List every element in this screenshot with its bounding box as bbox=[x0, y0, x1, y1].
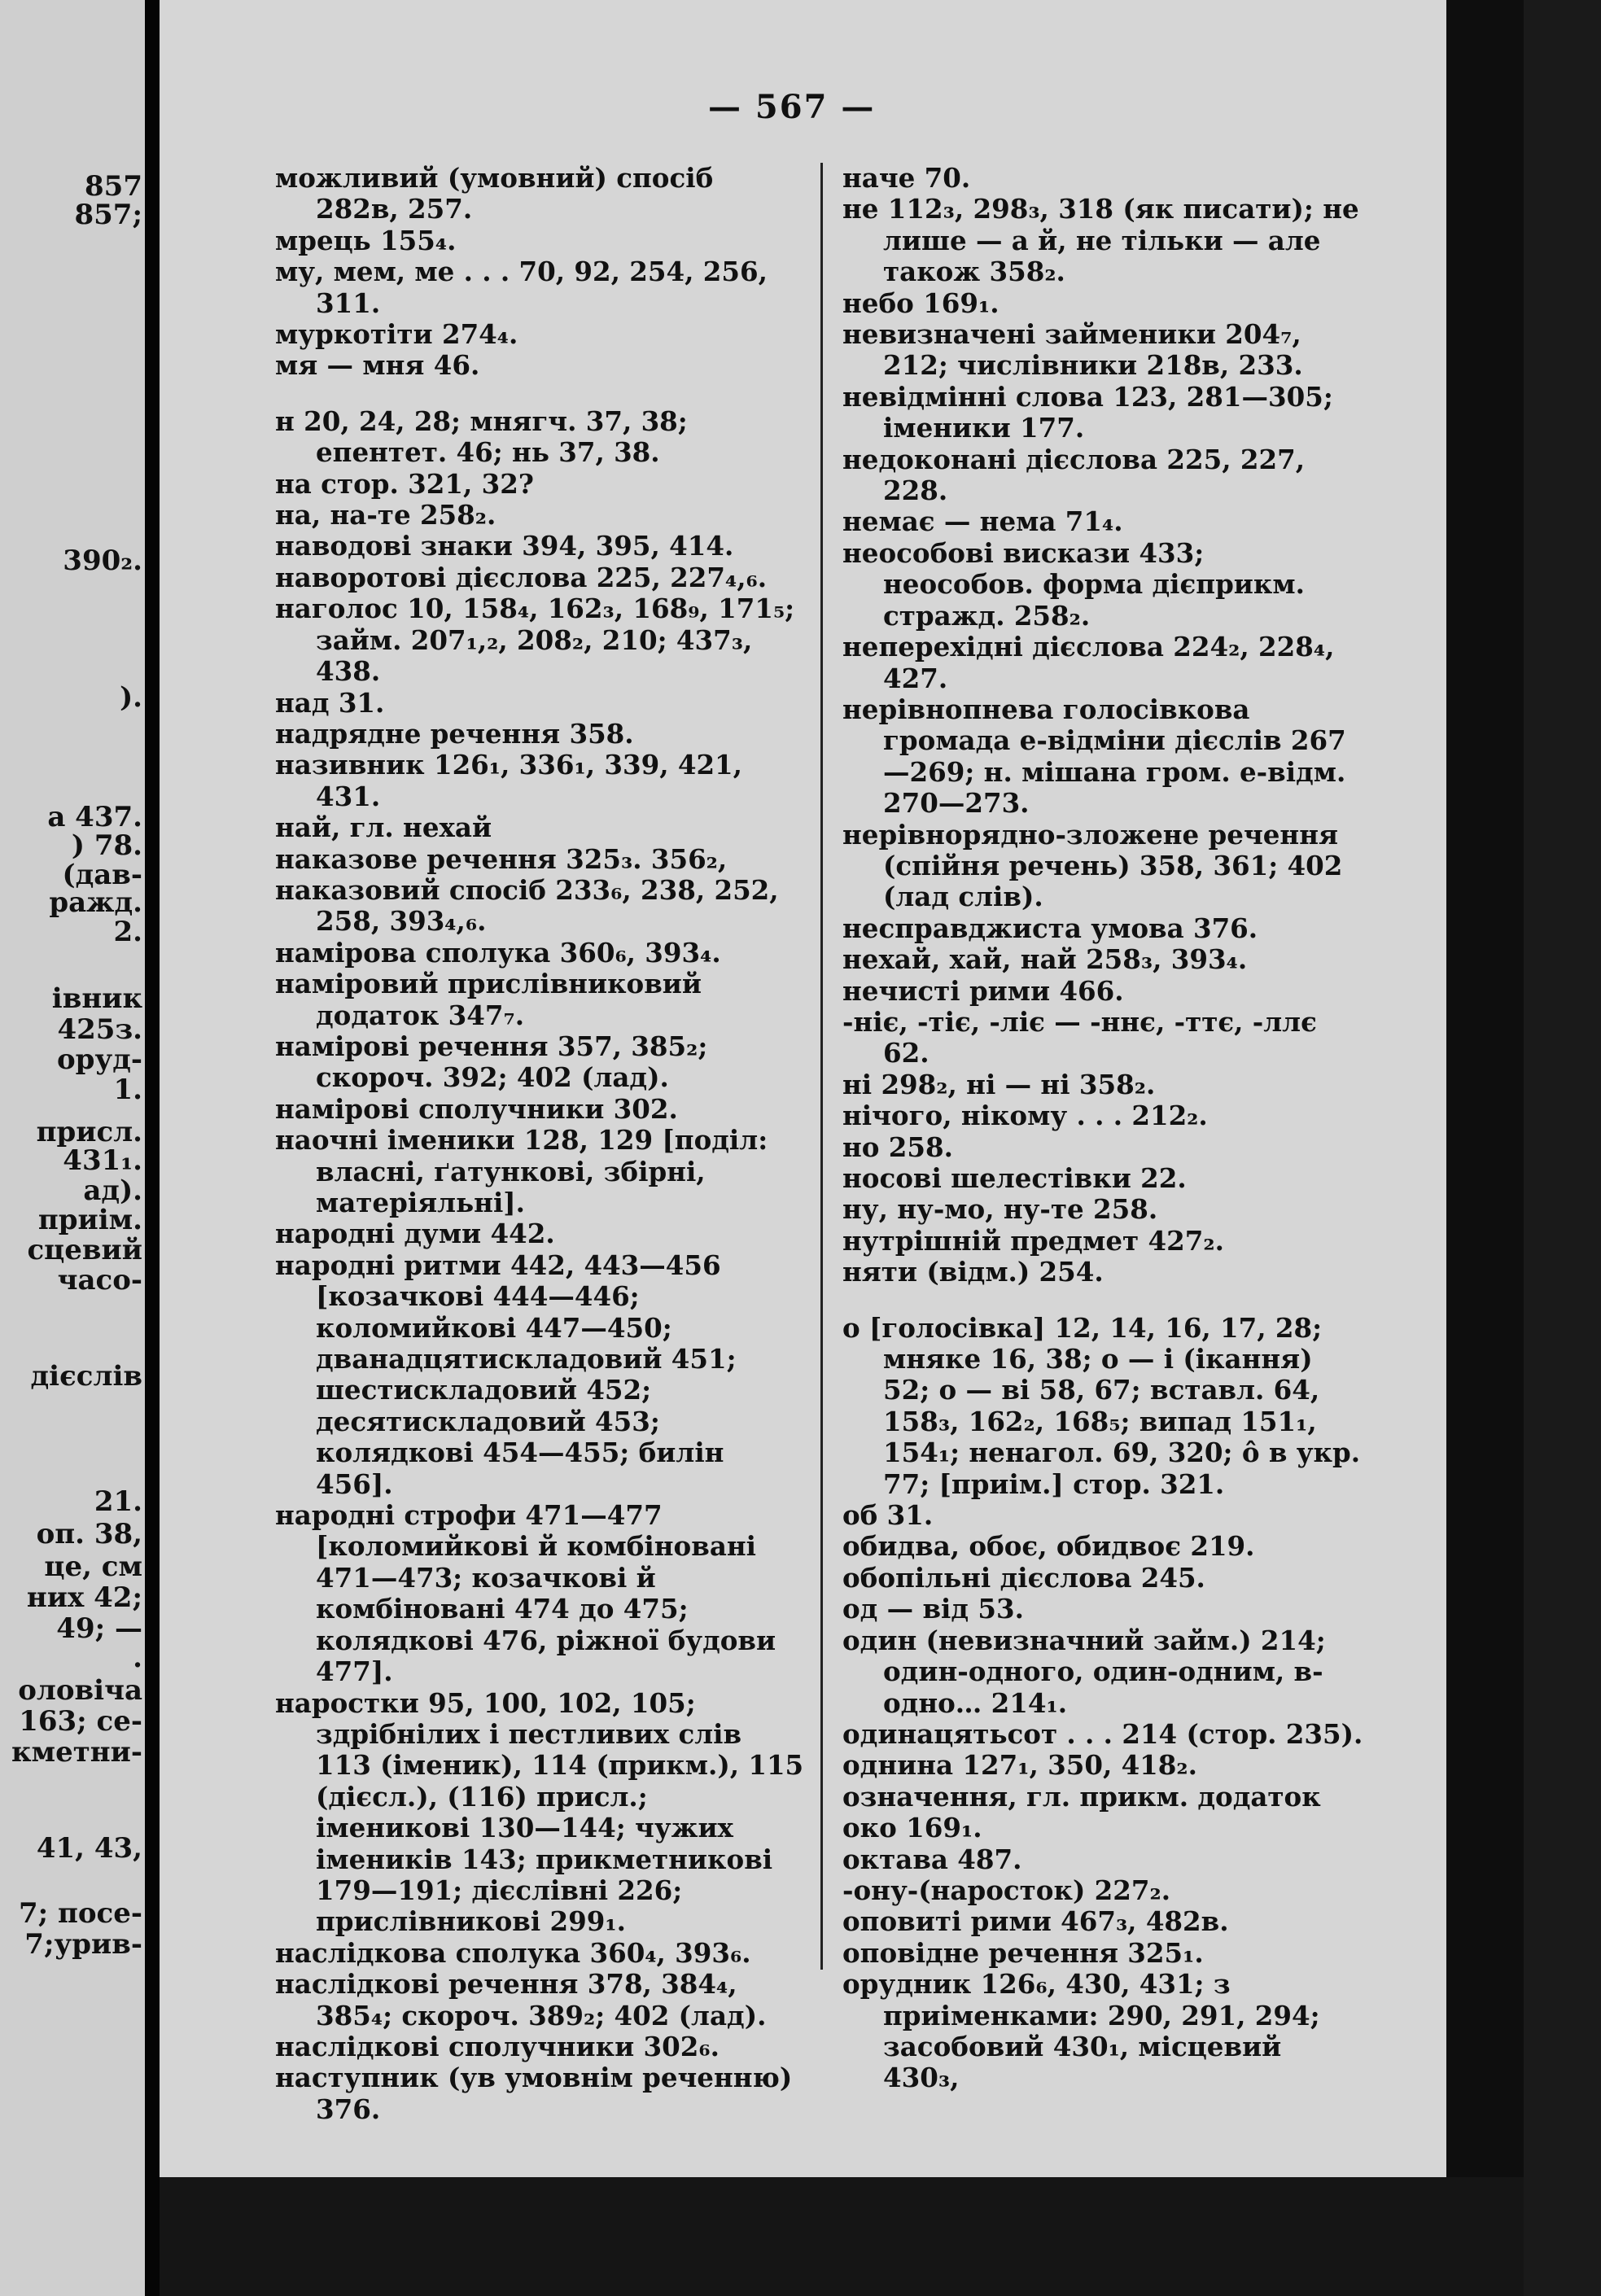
index-entry: обопільні дієслова 245. bbox=[842, 1561, 1205, 1594]
prev-page-text: 7; посе- bbox=[18, 1897, 142, 1930]
previous-page-fragment bbox=[0, 0, 160, 2296]
index-entry: на, на-те 258₂. bbox=[275, 499, 496, 531]
index-entry: називник 126₁, 336₁, 339, 421, 431. bbox=[275, 749, 742, 812]
prev-page-text: них 42; bbox=[26, 1581, 142, 1614]
prev-page-text: 2. bbox=[113, 916, 142, 948]
index-entry: оповиті рими 467₃, 482в. bbox=[842, 1905, 1229, 1938]
index-entry: народні ритми 442, 443—456 [козачкові 444—446; коломийкові 447—450; дванадцятискладовий 451; шестискладовий 452; десятискладовий 453; колядкові 454—455; билін 456]. bbox=[275, 1249, 737, 1500]
index-entry: немає — нема 71₄. bbox=[842, 505, 1123, 538]
index-entry: о [голосівка] 12, 14, 16, 17, 28; мняке 16, 38; о — і (ікання) 52; о — ві 58, 67; вставл. 64, 158₃, 162₂, 168₅; випад 151₁, 154₁; ненагол. 69, 320; ô в укр. 77; [приім.] стор. 321. bbox=[842, 1311, 1361, 1500]
index-entry: об 31. bbox=[842, 1499, 934, 1532]
index-entry: оповідне речення 325₁. bbox=[842, 1936, 1204, 1969]
page-edge-shadow bbox=[1446, 0, 1524, 2296]
index-entry: наростки 95, 100, 102, 105; здрібнілих і пестливих слів 113 (іменик), 114 (прикм.), 115 (дієсл.), (116) присл.; іменикові 130—144; чужих іменикiв 143; прикметникові 179—191; дієслівні 226; прислівникові 299₁. bbox=[275, 1686, 804, 1938]
index-entry: няти (відм.) 254. bbox=[842, 1256, 1104, 1288]
index-entry: наче 70. bbox=[842, 162, 971, 194]
index-entry: обидва, обоє, обидвоє 219. bbox=[842, 1530, 1255, 1563]
prev-page-text: 1. bbox=[113, 1074, 142, 1106]
index-entry: наказовий спосіб 233₆, 238, 252, 258, 393₄,₆. bbox=[275, 873, 779, 938]
page-number: — 567 — bbox=[708, 88, 876, 126]
index-entry: наступник (ув умовнім реченню) 376. bbox=[275, 2062, 793, 2125]
index-entry: намірові речення 357, 385₂; скороч. 392; 402 (лад). bbox=[275, 1030, 708, 1094]
index-entry: наслідкові речення 378, 384₄, 385₄; скороч. 389₂; 402 (лад). bbox=[275, 1968, 767, 2031]
index-entry: наводові знаки 394, 395, 414. bbox=[275, 530, 734, 562]
index-entry: наочні іменики 128, 129 [поділ: власні, ґатункові, збірні, матеріяльні]. bbox=[275, 1124, 768, 1218]
index-entry: нічого, нікому . . . 212₂. bbox=[842, 1100, 1208, 1132]
prev-page-text: 857; bbox=[74, 199, 142, 231]
prev-page-text: ад). bbox=[83, 1174, 142, 1207]
index-entry: намірові сполучники 302. bbox=[275, 1092, 678, 1125]
index-entry: над 31. bbox=[275, 686, 385, 719]
index-entry: наголос 10, 158₄, 162₃, 168₉, 171₅; займ. 207₁,₂, 208₂, 210; 437₃, 438. bbox=[275, 593, 795, 688]
index-entry: носові шелестівки 22. bbox=[842, 1162, 1187, 1194]
prev-page-text: кметни- bbox=[11, 1736, 142, 1769]
prev-page-text: 431₁. bbox=[63, 1144, 142, 1177]
index-entry: наказове речення 325₃. 356₂, bbox=[275, 842, 728, 875]
index-entry: небо 169₁. bbox=[842, 286, 1000, 319]
prev-page-text: приім. bbox=[37, 1204, 142, 1236]
prev-page-text: часо- bbox=[57, 1264, 142, 1297]
prev-page-text: 21. bbox=[94, 1485, 142, 1518]
index-entry: мя — мня 46. bbox=[275, 349, 480, 382]
index-entry: неперехідні дієслова 224₂, 228₄, 427. bbox=[842, 631, 1335, 694]
left-column bbox=[275, 163, 804, 2125]
prev-page-text: ражд. bbox=[49, 886, 142, 919]
prev-page-text: 41, 43, bbox=[36, 1832, 142, 1865]
index-entry: око 169₁. bbox=[842, 1812, 982, 1844]
prev-page-text: івник bbox=[51, 982, 142, 1015]
index-entry: на стор. 321, 32? bbox=[275, 467, 534, 500]
index-entry: н 20, 24, 28; мнягч. 37, 38; епентет. 46; нь 37, 38. bbox=[275, 405, 688, 469]
index-entry: -ону-(наросток) 227₂. bbox=[842, 1874, 1171, 1906]
index-entry: недоконані дієслова 225, 227, 228. bbox=[842, 443, 1306, 507]
index-entry: надрядне речення 358. bbox=[275, 717, 634, 750]
index-entry: невідмінні слова 123, 281—305; іменики 177. bbox=[842, 380, 1333, 444]
prev-page-text: (дав- bbox=[62, 859, 142, 891]
index-entry: октава 487. bbox=[842, 1843, 1022, 1875]
page-bottom-shadow bbox=[160, 2177, 1524, 2296]
index-entry: народні думи 442. bbox=[275, 1218, 555, 1250]
index-entry: ну, ну-мо, ну-те 258. bbox=[842, 1193, 1158, 1226]
index-entry: один (невизначний займ.) 214; один-одного, один-одним, в-одно… 214₁. bbox=[842, 1624, 1326, 1719]
prev-page-text: 49; — bbox=[56, 1612, 142, 1645]
index-entry: можливий (умовний) спосіб 282в, 257. bbox=[275, 162, 714, 225]
prev-page-text: 857 bbox=[85, 170, 142, 203]
index-entry: означення, гл. прикм. додаток bbox=[842, 1780, 1321, 1813]
index-entry: намірова сполука 360₆, 393₄. bbox=[275, 936, 721, 969]
index-entry: од — від 53. bbox=[842, 1593, 1024, 1625]
right-column bbox=[842, 163, 1363, 2094]
index-entry: неособові вискази 433; неособов. форма дієприкм. стражд. 258₂. bbox=[842, 536, 1305, 632]
prev-page-text: 163; се- bbox=[19, 1705, 142, 1738]
prev-page-text: присл. bbox=[36, 1116, 142, 1148]
index-entry: но 258. bbox=[842, 1131, 953, 1163]
index-entry: невизначені займеники 204₇, 212; числівники 218в, 233. bbox=[842, 318, 1303, 382]
prev-page-text: 7;урив- bbox=[24, 1928, 142, 1961]
index-entry: однина 127₁, 350, 418₂. bbox=[842, 1749, 1197, 1782]
index-entry: орудник 126₆, 430, 431; з приіменками: 290, 291, 294; засобовий 430₁, місцевий 430₃, bbox=[842, 1968, 1320, 2094]
prev-page-text: оруд- bbox=[57, 1043, 142, 1076]
index-entry: ні 298₂, ні — ні 358₂. bbox=[842, 1068, 1156, 1100]
index-entry: не 112₃, 298₃, 318 (як писати); не лише — а й, не тільки — але також 358₂. bbox=[842, 193, 1359, 288]
prev-page-text: оловіча bbox=[18, 1674, 142, 1707]
prev-page-text: ) 78. bbox=[71, 829, 142, 862]
index-entry: нечисті рими 466. bbox=[842, 974, 1124, 1007]
index-entry: одинацятьсот . . . 214 (стор. 235). bbox=[842, 1717, 1363, 1750]
index-entry: нерівнорядно-зложене речення (спійня речень) 358, 361; 402 (лад слів). bbox=[842, 818, 1343, 913]
column-divider bbox=[820, 163, 823, 1970]
prev-page-text: 425з. bbox=[57, 1013, 142, 1046]
prev-page-text: . bbox=[133, 1642, 142, 1674]
book-binding bbox=[145, 0, 160, 2296]
index-entry: нeспрaвджиcта умова 376. bbox=[842, 912, 1258, 944]
index-entry: мрець 155₄. bbox=[275, 224, 457, 256]
index-entry: наслідкова сполука 360₄, 393₆. bbox=[275, 1936, 751, 1969]
index-entry: нутрішній предмет 427₂. bbox=[842, 1224, 1224, 1257]
index-entry: намірoвий прислівниковий додаток 347₇. bbox=[275, 968, 702, 1031]
prev-page-text: ). bbox=[120, 681, 142, 714]
prev-page-text: дієслів bbox=[30, 1360, 142, 1393]
index-entry: наслідкові сполучники 302₆. bbox=[275, 2030, 720, 2062]
index-entry: муркотіти 274₄. bbox=[275, 318, 518, 351]
prev-page-text: це, см bbox=[44, 1550, 142, 1583]
index-entry: наворотові дієслова 225, 227₄,₆. bbox=[275, 561, 768, 593]
prev-page-text: 390₂. bbox=[63, 544, 142, 577]
index-entry: нерівнопнева голосівкова громада е-відміни дієслів 267—269; н. мішана гром. е-відм. 270—273. bbox=[842, 693, 1346, 820]
index-entry: най, гл. нехай bbox=[275, 811, 492, 844]
index-entry: народні строфи 471—477 [коломийкові й комбіновані 471—473; козачкові й комбіновані 474 до 475; колядкові 476, ріжної будови 477]. bbox=[275, 1499, 776, 1688]
prev-page-text: сцевий bbox=[27, 1234, 142, 1266]
index-entry: му, мем, ме . . . 70, 92, 254, 256, 311. bbox=[275, 256, 768, 319]
index-entry: нехай, хай, най 258₃, 393₄. bbox=[842, 943, 1248, 976]
index-entry: -ніє, -тіє, -ліє — -ннє, -ттє, -ллє 62. bbox=[842, 1005, 1317, 1069]
prev-page-text: а 437. bbox=[47, 801, 142, 833]
prev-page-text: оп. 38, bbox=[36, 1518, 142, 1550]
